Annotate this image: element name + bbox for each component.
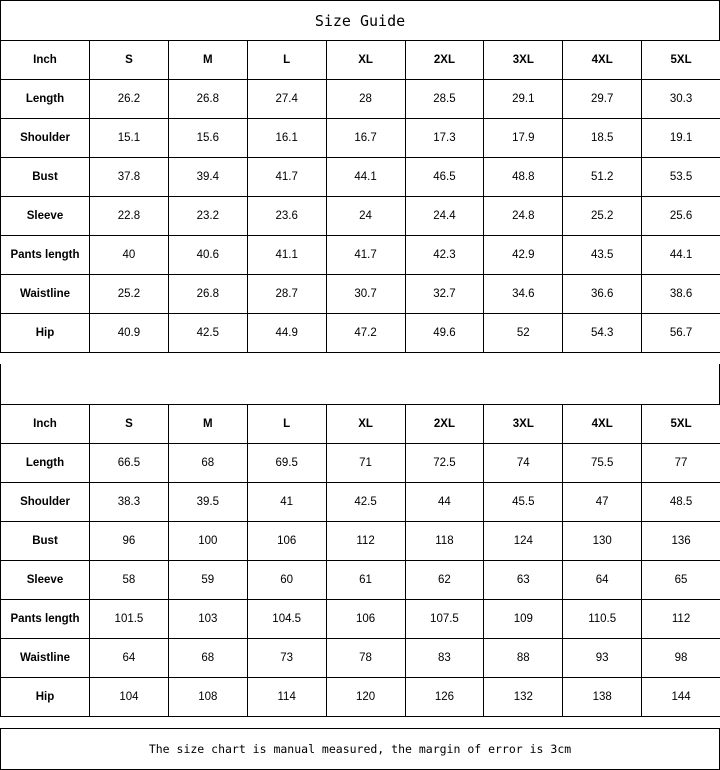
measurement-value: 18.5 [563, 119, 642, 158]
size-header: 3XL [484, 41, 563, 80]
measurement-value: 28.5 [405, 80, 484, 119]
measurement-value: 23.6 [247, 197, 326, 236]
measurement-value: 112 [642, 600, 720, 639]
size-table-top [0, 40, 720, 353]
measurement-value: 124 [484, 522, 563, 561]
measurement-value: 53.5 [642, 158, 720, 197]
measurement-value: 58 [90, 561, 169, 600]
measurement-label: Shoulder [1, 119, 90, 158]
measurement-label: Hip [1, 314, 90, 353]
measurement-value: 49.6 [405, 314, 484, 353]
measurement-value: 41.1 [247, 236, 326, 275]
size-header: 3XL [484, 405, 563, 444]
measurement-value: 25.2 [90, 275, 169, 314]
unit-header: Inch [1, 41, 90, 80]
measurement-value: 42.5 [168, 314, 247, 353]
measurement-value: 107.5 [405, 600, 484, 639]
table-row [1, 483, 720, 522]
footer-note: The size chart is manual measured, the margin of error is 3cm [0, 728, 720, 770]
measurement-value: 114 [247, 678, 326, 717]
measurement-value: 30.7 [326, 275, 405, 314]
size-header: L [247, 405, 326, 444]
measurement-value: 144 [642, 678, 720, 717]
measurement-label: Pants length [1, 236, 90, 275]
measurement-value: 24.8 [484, 197, 563, 236]
measurement-value: 29.1 [484, 80, 563, 119]
measurement-value: 120 [326, 678, 405, 717]
measurement-value: 41.7 [326, 236, 405, 275]
measurement-value: 26.8 [168, 275, 247, 314]
measurement-value: 126 [405, 678, 484, 717]
measurement-value: 63 [484, 561, 563, 600]
measurement-value: 106 [247, 522, 326, 561]
measurement-value: 28 [326, 80, 405, 119]
measurement-value: 59 [168, 561, 247, 600]
measurement-value: 104 [90, 678, 169, 717]
table-row [1, 158, 720, 197]
measurement-label: Hip [1, 678, 90, 717]
measurement-value: 25.2 [563, 197, 642, 236]
measurement-label: Sleeve [1, 561, 90, 600]
size-header: 4XL [563, 405, 642, 444]
measurement-value: 106 [326, 600, 405, 639]
measurement-value: 60 [247, 561, 326, 600]
measurement-value: 66.5 [90, 444, 169, 483]
measurement-value: 47 [563, 483, 642, 522]
measurement-value: 68 [168, 444, 247, 483]
measurement-value: 38.6 [642, 275, 720, 314]
measurement-value: 15.6 [168, 119, 247, 158]
measurement-value: 61 [326, 561, 405, 600]
measurement-value: 138 [563, 678, 642, 717]
measurement-value: 40.6 [168, 236, 247, 275]
measurement-label: Bust [1, 158, 90, 197]
measurement-label: Length [1, 80, 90, 119]
measurement-value: 44 [405, 483, 484, 522]
measurement-value: 132 [484, 678, 563, 717]
table-row [1, 444, 720, 483]
measurement-value: 24 [326, 197, 405, 236]
measurement-value: 26.8 [168, 80, 247, 119]
measurement-value: 73 [247, 639, 326, 678]
measurement-value: 40.9 [90, 314, 169, 353]
measurement-value: 78 [326, 639, 405, 678]
header-row [1, 41, 720, 80]
size-header: 2XL [405, 41, 484, 80]
measurement-value: 88 [484, 639, 563, 678]
measurement-value: 56.7 [642, 314, 720, 353]
measurement-value: 41 [247, 483, 326, 522]
measurement-value: 77 [642, 444, 720, 483]
measurement-value: 39.5 [168, 483, 247, 522]
measurement-value: 103 [168, 600, 247, 639]
measurement-value: 42.3 [405, 236, 484, 275]
measurement-value: 24.4 [405, 197, 484, 236]
size-header: S [90, 405, 169, 444]
measurement-value: 44.1 [642, 236, 720, 275]
measurement-value: 39.4 [168, 158, 247, 197]
measurement-value: 15.1 [90, 119, 169, 158]
table-separator [0, 364, 720, 405]
measurement-value: 26.2 [90, 80, 169, 119]
size-header: 5XL [642, 41, 720, 80]
measurement-label: Waistline [1, 639, 90, 678]
page-title: Size Guide [0, 0, 720, 41]
measurement-value: 47.2 [326, 314, 405, 353]
measurement-value: 118 [405, 522, 484, 561]
measurement-value: 36.6 [563, 275, 642, 314]
measurement-value: 27.4 [247, 80, 326, 119]
measurement-value: 108 [168, 678, 247, 717]
size-header: 2XL [405, 405, 484, 444]
measurement-value: 83 [405, 639, 484, 678]
measurement-value: 75.5 [563, 444, 642, 483]
measurement-value: 42.9 [484, 236, 563, 275]
measurement-value: 100 [168, 522, 247, 561]
measurement-value: 64 [563, 561, 642, 600]
size-table-bottom [0, 404, 720, 717]
size-header: XL [326, 41, 405, 80]
table-row [1, 522, 720, 561]
measurement-value: 16.1 [247, 119, 326, 158]
size-table-body [1, 41, 720, 353]
measurement-value: 25.6 [642, 197, 720, 236]
size-header: XL [326, 405, 405, 444]
measurement-value: 109 [484, 600, 563, 639]
measurement-value: 16.7 [326, 119, 405, 158]
size-header: M [168, 405, 247, 444]
size-header: L [247, 41, 326, 80]
header-row [1, 405, 720, 444]
measurement-value: 37.8 [90, 158, 169, 197]
measurement-value: 51.2 [563, 158, 642, 197]
measurement-value: 104.5 [247, 600, 326, 639]
measurement-value: 93 [563, 639, 642, 678]
measurement-value: 17.3 [405, 119, 484, 158]
measurement-value: 22.8 [90, 197, 169, 236]
measurement-value: 40 [90, 236, 169, 275]
table-row [1, 600, 720, 639]
measurement-value: 44.1 [326, 158, 405, 197]
table-row [1, 275, 720, 314]
measurement-value: 96 [90, 522, 169, 561]
measurement-value: 71 [326, 444, 405, 483]
unit-header: Inch [1, 405, 90, 444]
measurement-label: Length [1, 444, 90, 483]
measurement-value: 28.7 [247, 275, 326, 314]
measurement-label: Pants length [1, 600, 90, 639]
measurement-label: Waistline [1, 275, 90, 314]
size-table-body [1, 405, 720, 717]
measurement-label: Sleeve [1, 197, 90, 236]
measurement-value: 46.5 [405, 158, 484, 197]
measurement-value: 43.5 [563, 236, 642, 275]
measurement-value: 48.8 [484, 158, 563, 197]
measurement-value: 44.9 [247, 314, 326, 353]
measurement-value: 42.5 [326, 483, 405, 522]
measurement-value: 98 [642, 639, 720, 678]
measurement-value: 65 [642, 561, 720, 600]
size-header: M [168, 41, 247, 80]
measurement-value: 54.3 [563, 314, 642, 353]
measurement-value: 19.1 [642, 119, 720, 158]
measurement-value: 72.5 [405, 444, 484, 483]
table-row [1, 678, 720, 717]
size-header: S [90, 41, 169, 80]
measurement-value: 34.6 [484, 275, 563, 314]
size-header: 4XL [563, 41, 642, 80]
measurement-value: 23.2 [168, 197, 247, 236]
size-header: 5XL [642, 405, 720, 444]
measurement-value: 52 [484, 314, 563, 353]
measurement-value: 112 [326, 522, 405, 561]
table-row [1, 119, 720, 158]
measurement-value: 110.5 [563, 600, 642, 639]
table-row [1, 314, 720, 353]
measurement-value: 68 [168, 639, 247, 678]
table-row [1, 197, 720, 236]
measurement-value: 45.5 [484, 483, 563, 522]
measurement-value: 136 [642, 522, 720, 561]
measurement-value: 101.5 [90, 600, 169, 639]
measurement-value: 48.5 [642, 483, 720, 522]
measurement-value: 69.5 [247, 444, 326, 483]
measurement-value: 17.9 [484, 119, 563, 158]
measurement-value: 64 [90, 639, 169, 678]
measurement-value: 29.7 [563, 80, 642, 119]
measurement-value: 41.7 [247, 158, 326, 197]
measurement-value: 38.3 [90, 483, 169, 522]
measurement-label: Shoulder [1, 483, 90, 522]
measurement-value: 30.3 [642, 80, 720, 119]
table-row [1, 561, 720, 600]
measurement-value: 130 [563, 522, 642, 561]
table-row [1, 236, 720, 275]
measurement-value: 62 [405, 561, 484, 600]
table-row [1, 639, 720, 678]
measurement-value: 32.7 [405, 275, 484, 314]
table-row [1, 80, 720, 119]
measurement-label: Bust [1, 522, 90, 561]
measurement-value: 74 [484, 444, 563, 483]
